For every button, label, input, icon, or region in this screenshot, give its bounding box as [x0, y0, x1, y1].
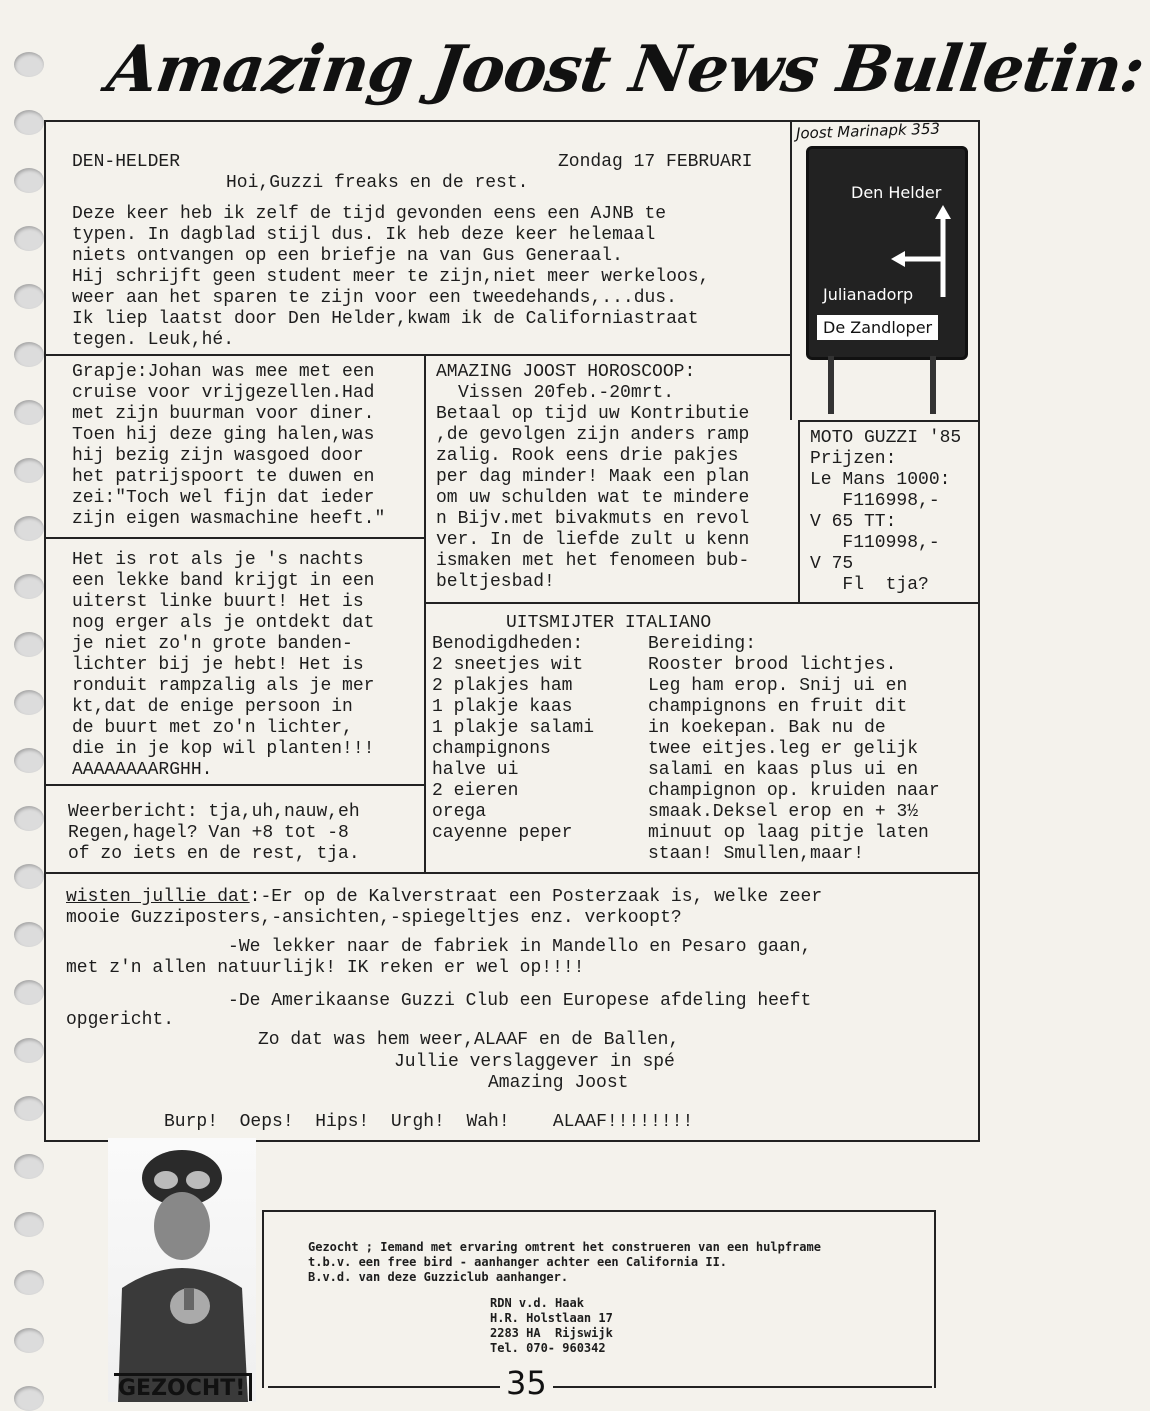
pointing-figure-icon — [108, 1138, 256, 1402]
rule-horoscope-bottom — [424, 602, 980, 604]
binder-hole — [14, 632, 44, 657]
recipe-prep: Rooster brood lichtjes. Leg ham erop. Snij ui en champignons en fruit dit in koekepan. Bak nu de twee eitjes.leg er gelijk salami en kaas plus ui en champignon op. kruiden naar smaak.Deksel erop en + 3½ minuut op laag pitje laten staan! Smullen,maar! — [648, 655, 940, 864]
binder-hole — [14, 748, 44, 773]
sign-panel-border — [790, 120, 792, 420]
binder-hole — [14, 1212, 44, 1237]
bulletin-title: Amazing Joost News Bulletin: — [102, 32, 1149, 107]
horoscope-sign: Vissen 20feb.-20mrt. — [458, 383, 675, 403]
sign-text-zandloper: De Zandloper — [817, 315, 938, 340]
intro-body: Deze keer heb ik zelf de tijd gevonden eens een AJNB te typen. In dagblad stijl dus. Ik heb deze keer helemaal niets ontvangen op een briefje na van Gus Generaal. Hij schrijft geen student meer te zijn,niet meer werkeloos, weer aan het sparen te zijn voor een tweedehands,...dus. Ik liep laatst door Den Helder,kwam ik de Californiastraat tegen. Leuk,hé. — [72, 204, 710, 350]
prices-title: MOTO GUZZI '85 — [810, 428, 962, 448]
binder-hole — [14, 690, 44, 715]
frame-left — [44, 120, 46, 1142]
binder-hole — [14, 864, 44, 889]
footer-rule — [268, 1386, 932, 1388]
wisten-line-1-text: :-Er op de Kalverstraat een Posterzaak is, welke zeer — [249, 887, 823, 907]
rule-intro-bottom — [44, 354, 792, 356]
recipe-ingredients-label: Benodigdheden: — [432, 634, 584, 654]
sign-text-julianadorp: Julianadorp — [823, 285, 914, 304]
binder-hole — [14, 806, 44, 831]
binder-hole — [14, 1270, 44, 1295]
wisten-line-4: met z'n allen natuurlijk! IK reken er wel op!!!! — [66, 958, 585, 978]
gezocht-poster-illustration — [108, 1138, 256, 1402]
binder-hole — [14, 226, 44, 251]
binder-hole — [14, 342, 44, 367]
prices-list: Le Mans 1000: F116998,- V 65 TT: F110998,- V 75 Fl tja? — [810, 470, 951, 595]
binder-hole — [14, 52, 44, 77]
wisten-line-2: mooie Guzziposters,-ansichten,-spiegeltjes enz. verkoopt? — [66, 908, 682, 928]
binder-hole — [14, 284, 44, 309]
recipe-ingredients: 2 sneetjes wit 2 plakjes ham 1 plakje kaas 1 plakje salami champignons halve ui 2 eieren orega cayenne peper — [432, 655, 595, 843]
wisten-line-3: -We lekker naar de fabriek in Mandello en Pesaro gaan, — [66, 937, 812, 957]
weather-text: Weerbericht: tja,uh,nauw,eh Regen,hagel? Van +8 tot -8 of zo iets en de rest, tja. — [68, 802, 360, 864]
sounds-line: Burp! Oeps! Hips! Urgh! Wah! ALAAF!!!!!!!! — [164, 1112, 694, 1132]
gezocht-label: GEZOCHT! — [114, 1373, 252, 1401]
wisten-line-1 — [66, 887, 822, 908]
closing-line-1: Zo dat was hem weer,ALAAF en de Ballen, — [258, 1030, 680, 1050]
wisten-line-6: opgericht. — [66, 1010, 175, 1030]
binder-hole — [14, 516, 44, 541]
rule-prices-top — [798, 420, 980, 422]
closing-line-3: Amazing Joost — [488, 1073, 629, 1093]
rule-prices-left — [798, 420, 800, 604]
binder-hole — [14, 168, 44, 193]
intro-greeting: Hoi,Guzzi freaks en de rest. — [226, 173, 529, 193]
rule-rot-bottom — [44, 784, 426, 786]
binder-hole — [14, 1386, 44, 1411]
binder-hole — [14, 574, 44, 599]
intro-date: Zondag 17 FEBRUARI — [558, 152, 753, 172]
horoscope-title: AMAZING JOOST HOROSCOOP: — [436, 362, 696, 382]
recipe-prep-label: Bereiding: — [648, 634, 757, 654]
sign-post-right — [930, 356, 936, 414]
grapje-text: Grapje:Johan was mee met een cruise voor vrijgezellen.Had met zijn buurman voor diner. Toen hij deze ging halen,was hij bezig zijn wasgoed door het patrijspoort te duwen en zei:"Toch wel fijn dat ieder zijn eigen wasmachine heeft." — [72, 362, 386, 529]
binder-hole — [14, 458, 44, 483]
rot-text: Het is rot als je 's nachts een lekke band krijgt in een uiterst linke buurt! Het is nog erger als je ontdekt dat je niet zo'n grote banden- lichter bij je hebt! Het is ronduit rampzalig als je mer kt,dat de enige persoon in de buurt met zo'n lichter, die in je kop wil planten!!! AAAAAAAARGHH. — [72, 550, 375, 780]
rule-grid-bottom — [44, 872, 980, 874]
wisten-label: wisten jullie dat — [66, 887, 250, 907]
rule-col-left — [424, 354, 426, 872]
closing-line-2: Jullie verslaggever in spé — [394, 1052, 675, 1072]
prices-subtitle: Prijzen: — [810, 449, 897, 469]
sign-text-den-helder: Den Helder — [851, 183, 942, 202]
horoscope-body: Betaal op tijd uw Kontributie ,de gevolgen zijn anders ramp zalig. Rook eens drie pakjes per dag minder! Maak een plan om uw schulden wat te mindere n Bijv.met bivakmuts en revol ver. In de liefde zult u kenn ismaken met het fenomeen bub- beltjesbad! — [436, 404, 750, 592]
binder-hole — [14, 1328, 44, 1353]
binder-holes — [14, 40, 48, 1402]
binder-hole — [14, 400, 44, 425]
sign-post-left — [828, 356, 834, 414]
binder-hole — [14, 980, 44, 1005]
frame-top — [44, 120, 980, 122]
binder-hole — [14, 1154, 44, 1179]
sign-caption: Joost Marinapk 353 — [795, 119, 941, 143]
ad-address: RDN v.d. Haak H.R. Holstlaan 17 2283 HA Rijswijk Tel. 070- 960342 — [490, 1296, 613, 1355]
wisten-line-5: -De Amerikaanse Guzzi Club een Europese afdeling heeft — [66, 991, 812, 1011]
binder-hole — [14, 1038, 44, 1063]
binder-hole — [14, 922, 44, 947]
binder-hole — [14, 1096, 44, 1121]
page-number: 35 — [500, 1364, 553, 1402]
rule-grapje-bottom — [44, 537, 426, 539]
intro-location: DEN-HELDER — [72, 152, 181, 172]
recipe-title: UITSMIJTER ITALIANO — [506, 613, 712, 633]
binder-hole — [14, 110, 44, 135]
road-sign-illustration — [806, 146, 968, 360]
frame-right — [978, 120, 980, 1142]
ad-text: Gezocht ; Iemand met ervaring omtrent het construeren van een hulpframe t.b.v. een free bird - aanhanger achter een California II. B.v.d. van deze Guzziclub aanhanger. — [308, 1240, 821, 1284]
